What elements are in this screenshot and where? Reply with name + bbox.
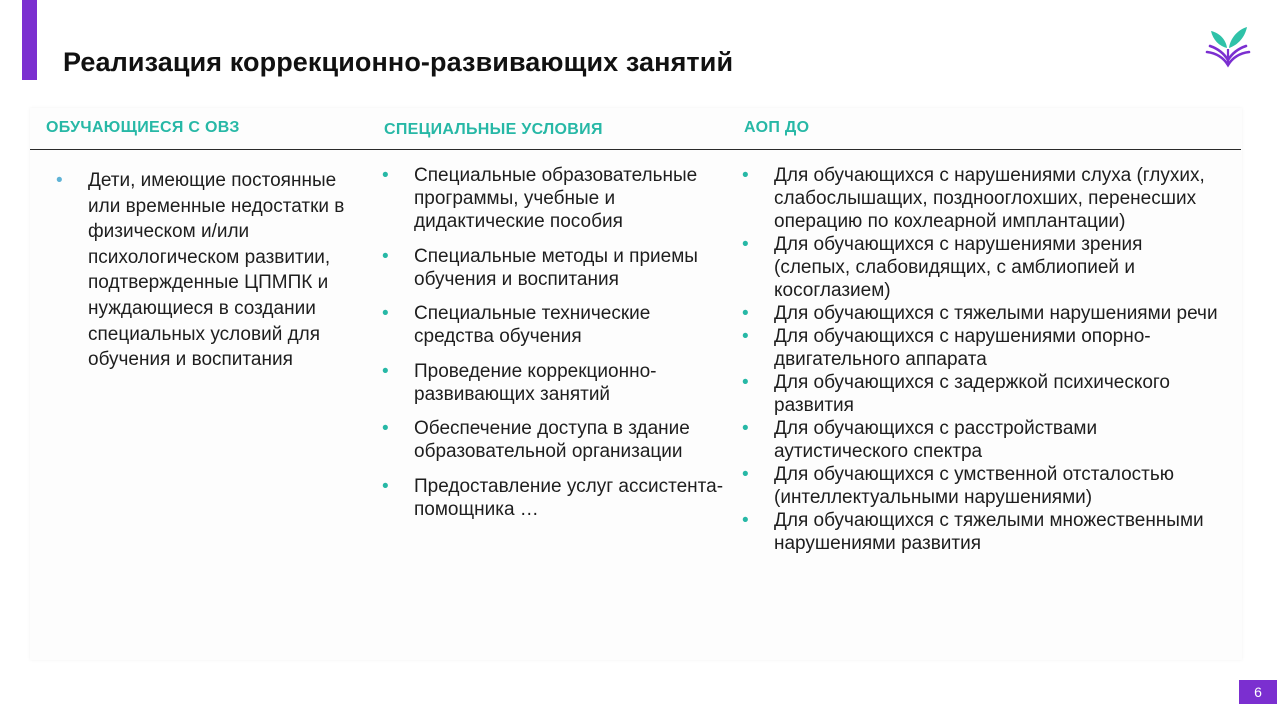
list-item: • Для обучающихся с задержкой психического развития (741, 371, 1221, 417)
list-item: • Для обучающихся с нарушениями зрения (слепых, слабовидящих, с амблиопией и косоглазием) (741, 233, 1221, 302)
list-item: • Для обучающихся с расстройствами аутистического спектра (741, 417, 1221, 463)
list-item: • Для обучающихся с тяжелыми множественными нарушениями развития (741, 509, 1221, 555)
column-heading-aop: АОП ДО (744, 119, 810, 136)
column-heading-conditions: СПЕЦИАЛЬНЫЕ УСЛОВИЯ (384, 121, 603, 138)
book-sprout-logo-icon (1204, 18, 1252, 70)
list-item: • Проведение коррекционно-развивающих занятий (381, 360, 731, 406)
slide-title: Реализация коррекционно-развивающих занятий (63, 47, 734, 77)
column-heading-students: ОБУЧАЮЩИЕСЯ С ОВЗ (46, 119, 240, 136)
list-item: • Для обучающихся с тяжелыми нарушениями речи (741, 302, 1221, 325)
list-item: • Для обучающихся с нарушениями опорно-двигательного аппарата (741, 325, 1221, 371)
list-item: • Специальные технические средства обучения (381, 302, 731, 348)
list-item: • Предоставление услуг ассистента-помощника … (381, 475, 731, 521)
conditions-list (381, 164, 731, 532)
list-item: • Для обучающихся с умственной отсталостью (интеллектуальными нарушениями) (741, 463, 1221, 509)
page-number-badge: 6 (1239, 680, 1277, 704)
list-item: • Обеспечение доступа в здание образовательной организации (381, 417, 731, 463)
list-item: • Специальные методы и приемы обучения и воспитания (381, 245, 731, 291)
accent-bar (22, 0, 37, 80)
aop-list (741, 164, 1221, 555)
list-item: • Дети, имеющие постоянные или временные недостатки в физическом и/или психологическом развитии, подтвержденные ЦПМПК и нуждающиеся в создании специальных условий для обучения и воспитания (55, 168, 355, 373)
students-list (55, 168, 355, 373)
list-item: • Для обучающихся с нарушениями слуха (глухих, слабослышащих, позднооглохших, перенесших операцию по кохлеарной имплантации) (741, 164, 1221, 233)
header-divider (30, 149, 1241, 150)
list-item: • Специальные образовательные программы, учебные и дидактические пособия (381, 164, 731, 233)
